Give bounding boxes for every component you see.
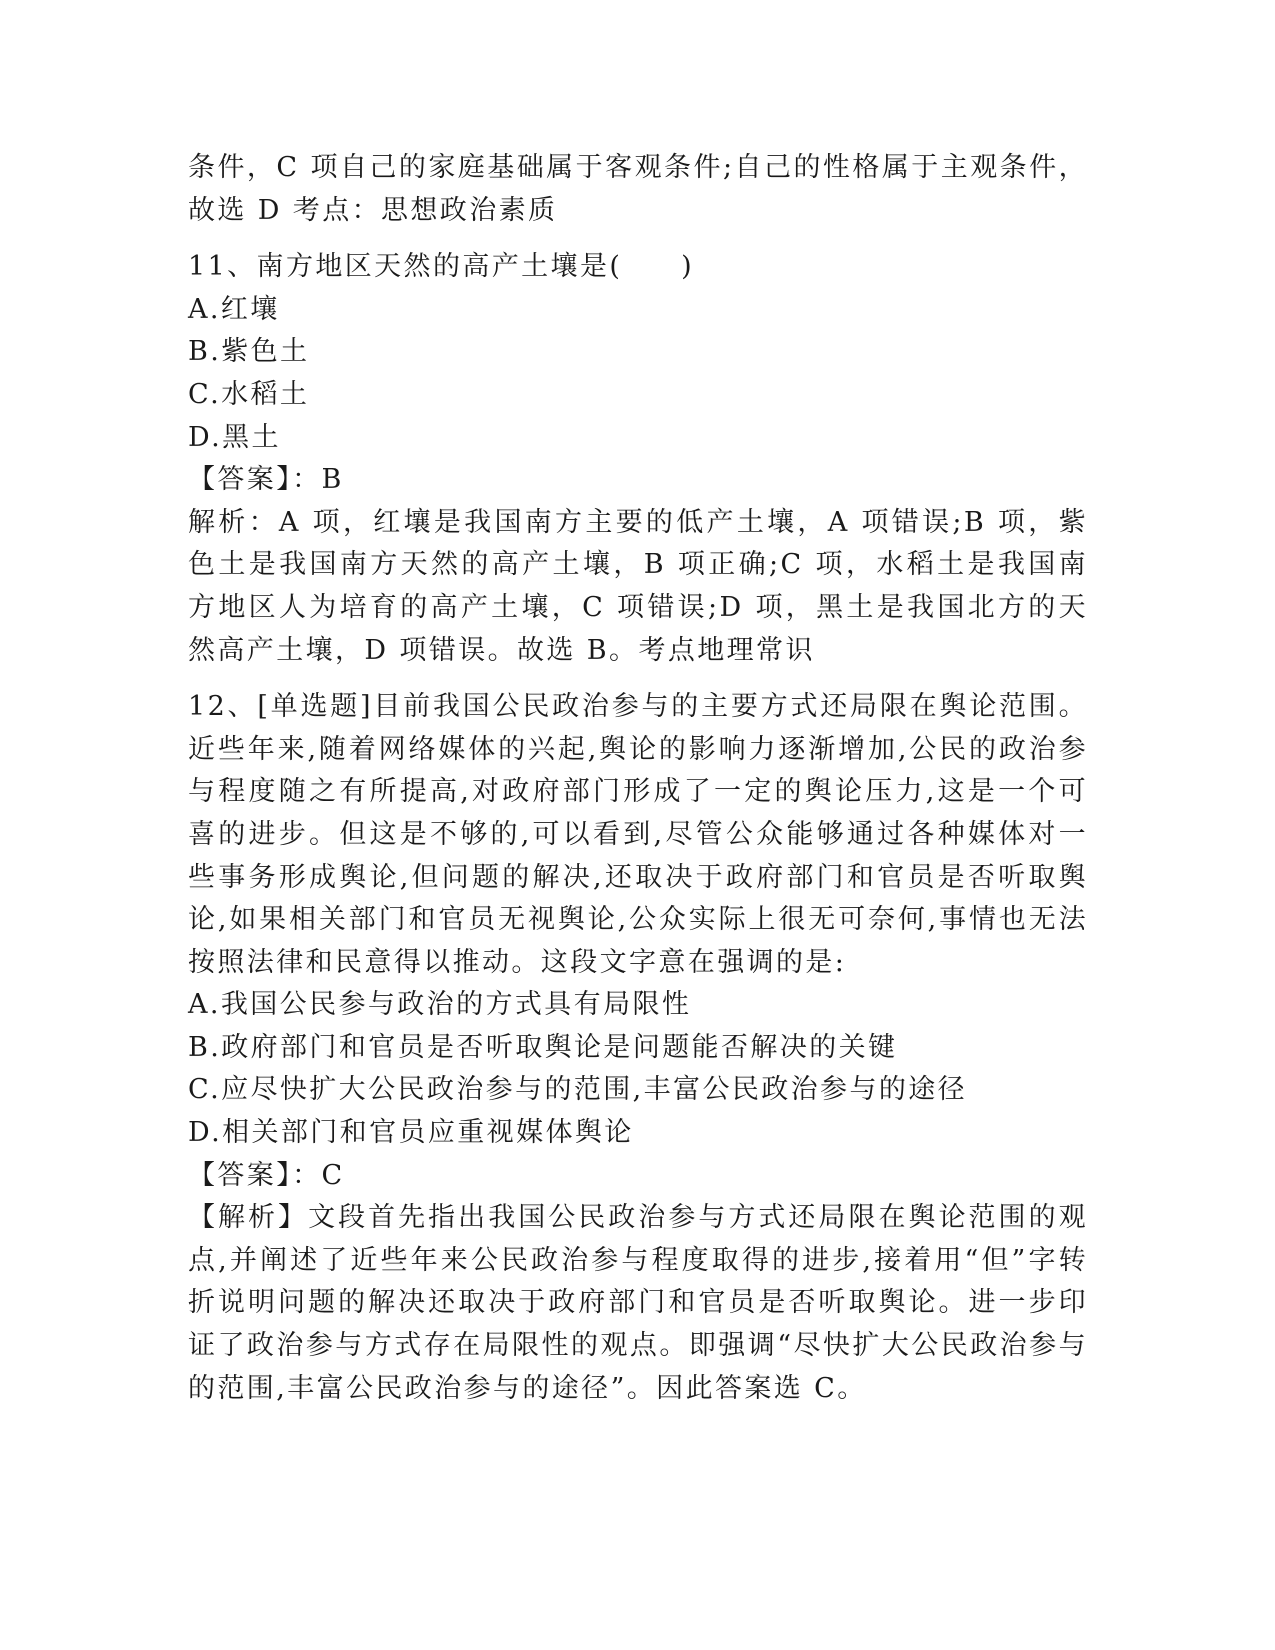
option-c: C.水稻土	[188, 378, 310, 410]
option-d: D.相关部门和官员应重视媒体舆论	[188, 1117, 634, 1149]
option-d: D.黑土	[188, 421, 281, 453]
analysis-text: 条件，C 项自己的家庭基础属于客观条件;自己的性格属于主观条件，故选 D 考点：思想政治素质	[188, 152, 1088, 226]
option-a: A.红壤	[188, 293, 280, 325]
answer-line: 【答案】：C	[188, 1159, 345, 1191]
analysis-text: 【解析】文段首先指出我国公民政治参与方式还局限在舆论范围的观点,并阐述了近些年来公民政治参与程度取得的进步,接着用“但”字转折说明问题的解决还取决于政府部门和官员是否听取舆论。进一步印证了政治参与方式存在局限性的观点。即强调“尽快扩大公民政治参与的范围,丰富公民政治参与的途径”。因此答案选 C。	[188, 1202, 1088, 1404]
option-b: B.政府部门和官员是否听取舆论是问题能否解决的关键	[188, 1031, 898, 1063]
analysis-text: 解析：A 项，红壤是我国南方主要的低产土壤，A 项错误;B 项，紫色土是我国南方天然的高产土壤，B 项正确;C 项，水稻土是我国南方地区人为培育的高产土壤，C 项错误;D 项，黑土是我国北方的天然高产土壤，D 项错误。故选 B。考点地理常识	[188, 506, 1088, 666]
previous-question-analysis-tail	[188, 147, 1088, 232]
question-text: 12、[单选题]目前我国公民政治参与的主要方式还局限在舆论范围。近些年来,随着网络媒体的兴起,舆论的影响力逐渐增加,公民的政治参与程度随之有所提高,对政府部门形成了一定的舆论压力,这是一个可喜的进步。但这是不够的,可以看到,尽管公众能够通过各种媒体对一些事务形成舆论,但问题的解决,还取决于政府部门和官员是否听取舆论,如果相关部门和官员无视舆论,公众实际上很无可奈何,事情也无法按照法律和民意得以推动。这段文字意在强调的是:	[188, 691, 1088, 978]
page-content	[188, 147, 1088, 1424]
question-text: 11、南方地区天然的高产土壤是( )	[188, 251, 695, 283]
option-c: C.应尽快扩大公民政治参与的范围,丰富公民政治参与的途径	[188, 1074, 968, 1106]
question-12	[188, 686, 1088, 1410]
answer-line: 【答案】：B	[188, 464, 344, 496]
question-11	[188, 246, 1088, 672]
option-a: A.我国公民参与政治的方式具有局限性	[188, 989, 692, 1021]
option-b: B.紫色土	[188, 336, 310, 368]
